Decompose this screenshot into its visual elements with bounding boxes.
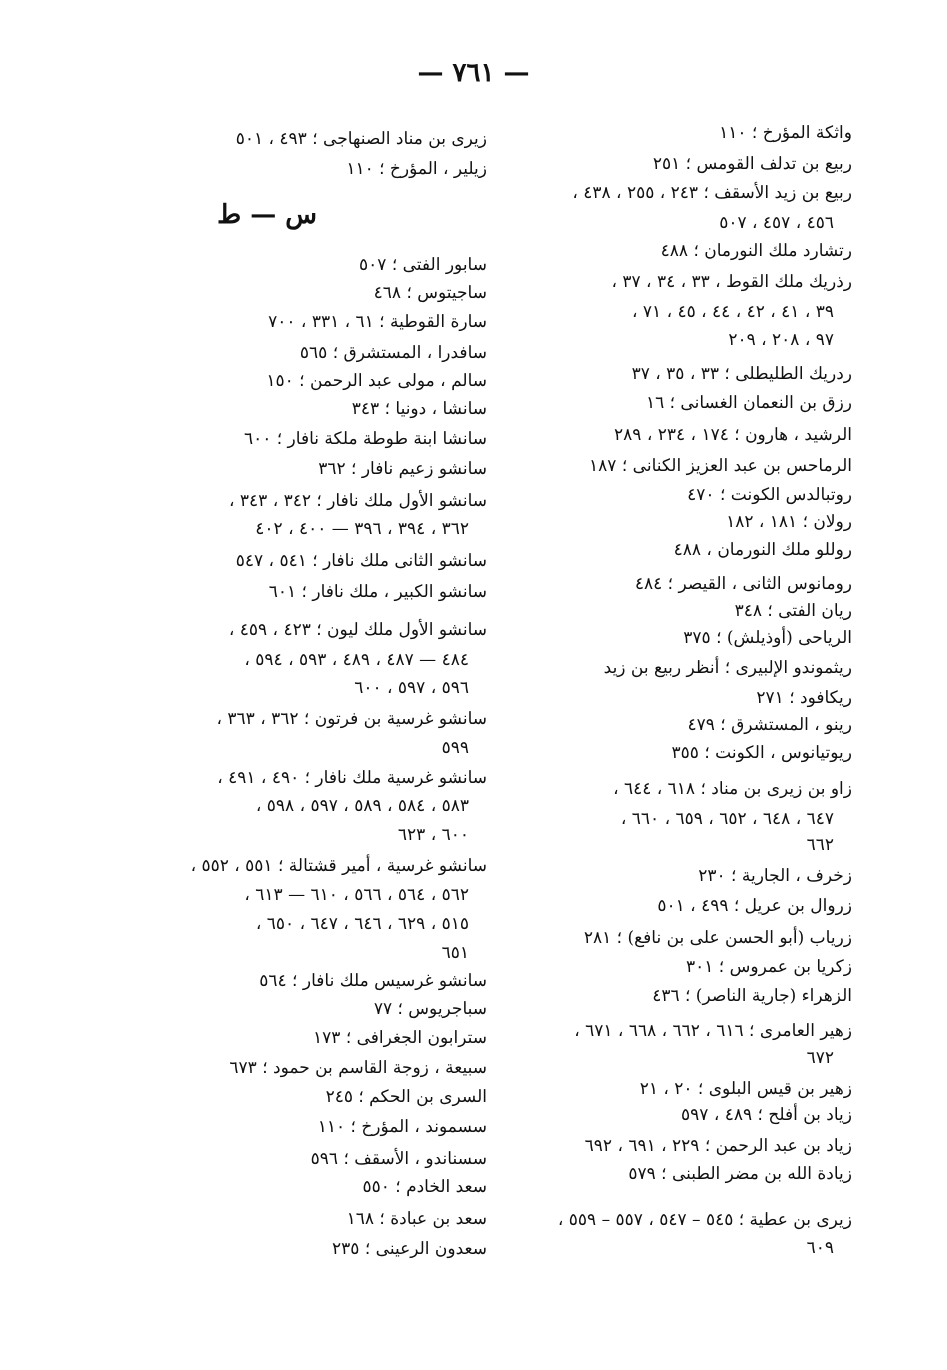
index-entry: زهير العامرى ؛ ٦١٦ ، ٦٦٢ ، ٦٦٨ ، ٦٧١ ، [574, 1021, 852, 1041]
index-entry: ريكافود ؛ ٢٧١ [756, 688, 852, 708]
index-entry: زرياب (أبو الحسن على بن نافع) ؛ ٢٨١ [583, 928, 852, 948]
index-entry-continuation: ٤٥٦ ، ٤٥٧ ، ٥٠٧ [719, 213, 834, 233]
index-entry: سانشو زعيم نافار ؛ ٣٦٢ [318, 459, 487, 479]
index-entry: زياد بن عبد الرحمن ؛ ٢٢٩ ، ٦٩١ ، ٦٩٢ [584, 1136, 852, 1156]
index-entry: سترابون الجغرافى ؛ ١٧٣ [313, 1028, 487, 1048]
index-entry: سعد الخادم ؛ ٥٥٠ [362, 1177, 487, 1197]
index-entry-continuation: ٥٩٩ [441, 738, 469, 758]
index-entry: سانشو الأول ملك ليون ؛ ٤٢٣ ، ٤٥٩ ، [228, 620, 487, 640]
index-entry: رزق بن النعمان الغسانى ؛ ١٦ [645, 393, 852, 413]
index-entry: السرى بن الحكم ؛ ٢٤٥ [325, 1087, 487, 1107]
index-entry: الرشيد ، هارون ؛ ١٧٤ ، ٢٣٤ ، ٢٨٩ [614, 425, 852, 445]
index-entry: رتشارد ملك النورمان ؛ ٤٨٨ [660, 241, 852, 261]
index-entry: سارة القوطية ؛ ٦١ ، ٣٣١ ، ٧٠٠ [268, 312, 487, 332]
index-entry: زكريا بن عمروس ؛ ٣٠١ [685, 957, 852, 977]
index-column-left [187, 0, 487, 1370]
index-entry: زيادة الله بن مضر الطبنى ؛ ٥٧٩ [628, 1164, 852, 1184]
index-entry: ريوتيانوس ، الكونت ؛ ٣٥٥ [671, 743, 852, 763]
index-entry: ربيع بن تدلف القومس ؛ ٢٥١ [652, 154, 852, 174]
index-entry: زروال بن عريل ؛ ٤٩٩ ، ٥٠١ [657, 896, 852, 916]
index-entry: سعد بن عبادة ؛ ١٦٨ [346, 1209, 487, 1229]
index-entry-continuation: ٣٦٢ ، ٣٩٤ ، ٣٩٦ — ٤٠٠ ، ٤٠٢ [255, 519, 469, 539]
index-entry-continuation: ٦٧٢ [806, 1048, 834, 1068]
index-entry: الزهراء (جارية الناصر) ؛ ٤٣٦ [652, 986, 852, 1006]
index-entry: سانشا ، دونيا ؛ ٣٤٣ [351, 399, 487, 419]
index-entry: رومانوس الثانى ، القيصر ؛ ٤٨٤ [634, 574, 852, 594]
index-entry: رينو ، المستشرق ؛ ٤٧٩ [687, 715, 852, 735]
index-entry: رولان ؛ ١٨١ ، ١٨٢ [726, 512, 852, 532]
index-entry: سبيعة ، زوجة القاسم بن حمود ؛ ٦٧٣ [229, 1058, 487, 1078]
index-entry: زهير بن قيس البلوى ؛ ٢٠ ، ٢١ [639, 1079, 852, 1099]
index-entry: واثكة المؤرخ ؛ ١١٠ [719, 123, 852, 143]
index-entry: ريان الفتى ؛ ٣٤٨ [734, 601, 852, 621]
index-entry: ريثموندو الإلبيرى ؛ أنظر ربيع بن زيد [603, 658, 852, 678]
index-entry: سانشو غرسية ، أمير قشتالة ؛ ٥٥١ ، ٥٥٢ ، [190, 856, 487, 876]
index-entry: سانشو الأول ملك نافار ؛ ٣٤٢ ، ٣٤٣ ، [229, 491, 487, 511]
index-entry: ربيع بن زيد الأسقف ؛ ٢٤٣ ، ٢٥٥ ، ٤٣٨ ، [572, 183, 852, 203]
index-entry: سانشو الكبير ، ملك نافار ؛ ٦٠١ [268, 582, 487, 602]
index-entry: زخرف ، الجارية ؛ ٢٣٠ [698, 866, 852, 886]
index-entry: الرماحس بن عبد العزيز الكنانى ؛ ١٨٧ [589, 456, 852, 476]
index-entry-continuation: ٦٦٢ [806, 835, 834, 855]
index-entry: سالم ، مولى عبد الرحمن ؛ ١٥٠ [266, 371, 487, 391]
index-entry: سانشو الثانى ملك نافار ؛ ٥٤١ ، ٥٤٧ [235, 551, 487, 571]
index-entry-continuation: ٦٤٧ ، ٦٤٨ ، ٦٥٢ ، ٦٥٩ ، ٦٦٠ ، [620, 809, 834, 829]
index-entry: روتبالدس الكونت ؛ ٤٧٠ [687, 485, 852, 505]
index-entry: زاو بن زيرى بن مناد ؛ ٦١٨ ، ٦٤٤ ، [613, 779, 852, 799]
index-entry: زياد بن أفلح ؛ ٤٨٩ ، ٥٩٧ [681, 1105, 852, 1125]
index-entry-continuation: ٦٠٠ ، ٦٢٣ [397, 825, 469, 845]
index-entry-continuation: ٤٨٤ — ٤٨٧ ، ٤٨٩ ، ٥٩٣ ، ٥٩٤ ، [244, 650, 469, 670]
index-entry: الرياحى (أوذيلش) ؛ ٣٧٥ [683, 628, 852, 648]
index-entry: زيلير ، المؤرخ ؛ ١١٠ [346, 159, 487, 179]
section-heading: س — ط [217, 200, 317, 230]
index-entry: سسموند ، المؤرخ ؛ ١١٠ [317, 1117, 487, 1137]
index-entry: سعدون الرعينى ؛ ٢٣٥ [332, 1239, 487, 1259]
index-entry: زيرى بن مناد الصنهاجى ؛ ٤٩٣ ، ٥٠١ [235, 129, 487, 149]
index-entry-continuation: ٣٩ ، ٤١ ، ٤٢ ، ٤٤ ، ٤٥ ، ٧١ ، [632, 302, 834, 322]
index-entry: سافدرا ، المستشرق ؛ ٥٦٥ [299, 343, 487, 363]
index-entry-continuation: ٥٩٦ ، ٥٩٧ ، ٦٠٠ [354, 678, 469, 698]
index-entry-continuation: ٦٥١ [441, 943, 469, 963]
index-entry: ردريك الطليطلى ؛ ٣٣ ، ٣٥ ، ٣٧ [631, 364, 852, 384]
index-entry: سانشو غرسية ملك نافار ؛ ٤٩٠ ، ٤٩١ ، [217, 768, 487, 788]
index-entry: سانشو غرسية بن فرتون ؛ ٣٦٢ ، ٣٦٣ ، [216, 709, 487, 729]
index-entry: سانشو غرسيس ملك نافار ؛ ٥٦٤ [259, 971, 487, 991]
index-entry-continuation: ٥٨٣ ، ٥٨٤ ، ٥٨٩ ، ٥٩٧ ، ٥٩٨ ، [255, 796, 469, 816]
index-entry-continuation: ٩٧ ، ٢٠٨ ، ٢٠٩ [728, 330, 834, 350]
index-column-right [512, 0, 852, 1370]
index-entry: سانشا ابنة طوطة ملكة نافار ؛ ٦٠٠ [243, 429, 487, 449]
index-entry: رذريك ملك القوط ، ٣٣ ، ٣٤ ، ٣٧ ، [611, 272, 852, 292]
index-entry-continuation: ٥١٥ ، ٦٢٩ ، ٦٤٦ ، ٦٤٧ ، ٦٥٠ ، [255, 914, 469, 934]
index-entry: سابور الفتى ؛ ٥٠٧ [359, 255, 487, 275]
index-entry: زيرى بن عطية ؛ ٥٤٥ – ٥٤٧ ، ٥٥٧ – ٥٥٩ ، [557, 1210, 852, 1230]
index-entry-continuation: ٥٦٢ ، ٥٦٤ ، ٥٦٦ ، ٦١٠ — ٦١٣ ، [244, 885, 469, 905]
index-entry-continuation: ٦٠٩ [806, 1238, 834, 1258]
page-number: — ٧٦١ — [417, 58, 530, 88]
index-entry: روللو ملك النورمان ، ٤٨٨ [673, 540, 852, 560]
index-entry: سسناندو ، الأسقف ؛ ٥٩٦ [310, 1149, 487, 1169]
index-entry: سباجريوس ؛ ٧٧ [373, 999, 487, 1019]
index-entry: ساجيتوس ؛ ٤٦٨ [373, 283, 487, 303]
